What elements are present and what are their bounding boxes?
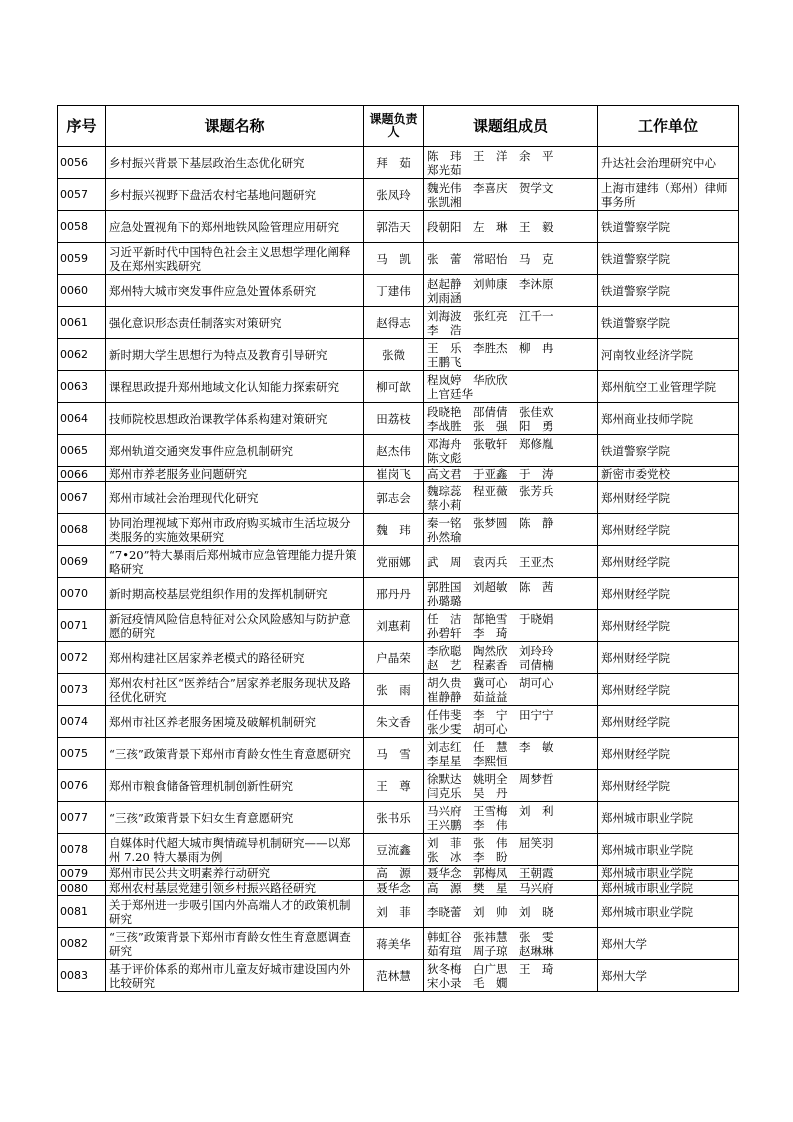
cell-members: 魏光伟 李喜庆 贺学文 张凯湘	[424, 179, 598, 211]
cell-unit: 郑州商业技师学院	[598, 403, 739, 435]
cell-leader: 聂华念	[364, 881, 424, 896]
table-row	[58, 371, 739, 403]
table-row	[58, 482, 739, 514]
cell-title: 课程思政提升郑州地域文化认知能力探索研究	[106, 371, 364, 403]
cell-title: 郑州农村社区“医养结合”居家养老服务现状及路径优化研究	[106, 674, 364, 706]
cell-leader: 赵得志	[364, 307, 424, 339]
cell-members: 刘 菲 张 伟 屈笑羽 张 冰 李 盼	[424, 834, 598, 866]
cell-title: 郑州构建社区居家养老模式的路径研究	[106, 642, 364, 674]
cell-no: 0068	[58, 514, 106, 546]
table-row	[58, 403, 739, 435]
cell-no: 0062	[58, 339, 106, 371]
table-row	[58, 339, 739, 371]
cell-leader: 张书乐	[364, 802, 424, 834]
table-row	[58, 896, 739, 928]
cell-members: 高文君 于亚鑫 于 涛	[424, 467, 598, 482]
cell-unit: 郑州财经学院	[598, 578, 739, 610]
cell-title: 新时期高校基层党组织作用的发挥机制研究	[106, 578, 364, 610]
cell-no: 0083	[58, 960, 106, 992]
cell-leader: 邢丹丹	[364, 578, 424, 610]
cell-members: 陈 玮 王 洋 余 平 郑光茹	[424, 147, 598, 179]
table-row	[58, 706, 739, 738]
table-row	[58, 674, 739, 706]
cell-unit: 郑州财经学院	[598, 642, 739, 674]
table-row	[58, 770, 739, 802]
cell-title: 强化意识形态责任制落实对策研究	[106, 307, 364, 339]
cell-title: 郑州市粮食储备管理机制创新性研究	[106, 770, 364, 802]
cell-leader: 豆流鑫	[364, 834, 424, 866]
cell-leader: 郭志会	[364, 482, 424, 514]
cell-no: 0079	[58, 866, 106, 881]
cell-members: 郭胜国 刘超敏 陈 茜 孙璐璐	[424, 578, 598, 610]
cell-members: 邓海舟 张敬轩 郑修胤 陈文彪	[424, 435, 598, 467]
table-row	[58, 928, 739, 960]
cell-no: 0075	[58, 738, 106, 770]
cell-no: 0058	[58, 211, 106, 243]
cell-title: 新时期大学生思想行为特点及教育引导研究	[106, 339, 364, 371]
cell-members: 刘志红 任 慧 李 敏 李星星 李熙恒	[424, 738, 598, 770]
cell-unit: 郑州财经学院	[598, 738, 739, 770]
cell-leader: 范林慧	[364, 960, 424, 992]
cell-title: 新冠疫情风险信息特征对公众风险感知与防护意愿的研究	[106, 610, 364, 642]
cell-members: 韩虹谷 张祎慧 张 雯 茹宥瑄 周子琼 赵琳琳	[424, 928, 598, 960]
cell-members: 武 周 袁丙兵 王亚杰	[424, 546, 598, 578]
cell-unit: 郑州大学	[598, 960, 739, 992]
cell-leader: 刘 菲	[364, 896, 424, 928]
cell-title: 郑州轨道交通突发事件应急机制研究	[106, 435, 364, 467]
cell-unit: 新密市委党校	[598, 467, 739, 482]
table-row	[58, 179, 739, 211]
cell-unit: 郑州财经学院	[598, 674, 739, 706]
cell-title: 郑州特大城市突发事件应急处置体系研究	[106, 275, 364, 307]
cell-leader: 赵杰伟	[364, 435, 424, 467]
cell-no: 0082	[58, 928, 106, 960]
cell-no: 0071	[58, 610, 106, 642]
cell-leader: 党丽娜	[364, 546, 424, 578]
cell-leader: 魏 玮	[364, 514, 424, 546]
cell-no: 0066	[58, 467, 106, 482]
cell-no: 0059	[58, 243, 106, 275]
cell-unit: 河南牧业经济学院	[598, 339, 739, 371]
cell-leader: 丁建伟	[364, 275, 424, 307]
cell-leader: 崔岗飞	[364, 467, 424, 482]
cell-no: 0069	[58, 546, 106, 578]
cell-title: “三孩”政策背景下郑州市育龄女性生育意愿研究	[106, 738, 364, 770]
cell-leader: 田荔枝	[364, 403, 424, 435]
cell-members: 段晓艳 邵倩倩 张佳欢 李战胜 张 强 阳 勇	[424, 403, 598, 435]
cell-leader: 马 凯	[364, 243, 424, 275]
cell-leader: 柳可歆	[364, 371, 424, 403]
cell-members: 张 蕾 常昭怡 马 克	[424, 243, 598, 275]
cell-unit: 铁道警察学院	[598, 211, 739, 243]
cell-no: 0080	[58, 881, 106, 896]
cell-members: 魏琮蕊 程亚薇 张芳兵 蔡小莉	[424, 482, 598, 514]
cell-title: 技师院校思想政治课教学体系构建对策研究	[106, 403, 364, 435]
cell-unit: 郑州城市职业学院	[598, 866, 739, 881]
cell-leader: 高 源	[364, 866, 424, 881]
cell-leader: 户晶荣	[364, 642, 424, 674]
cell-leader: 张微	[364, 339, 424, 371]
project-table-page	[57, 105, 738, 992]
cell-leader: 蒋美华	[364, 928, 424, 960]
cell-unit: 郑州财经学院	[598, 770, 739, 802]
cell-unit: 上海市建纬（郑州）律师事务所	[598, 179, 739, 211]
cell-title: “三孩”政策背景下妇女生育意愿研究	[106, 802, 364, 834]
cell-title: “三孩”政策背景下郑州市育龄女性生育意愿调查研究	[106, 928, 364, 960]
cell-unit: 郑州财经学院	[598, 546, 739, 578]
cell-title: 乡村振兴视野下盘活农村宅基地问题研究	[106, 179, 364, 211]
cell-leader: 张凤玲	[364, 179, 424, 211]
table-row	[58, 610, 739, 642]
cell-title: 郑州市域社会治理现代化研究	[106, 482, 364, 514]
cell-members: 李晓蕾 刘 帅 刘 晓	[424, 896, 598, 928]
cell-no: 0057	[58, 179, 106, 211]
cell-no: 0067	[58, 482, 106, 514]
cell-leader: 张 雨	[364, 674, 424, 706]
cell-unit: 升达社会治理研究中心	[598, 147, 739, 179]
cell-unit: 郑州财经学院	[598, 482, 739, 514]
header-title: 课题名称	[106, 106, 364, 147]
cell-title: 郑州市社区养老服务困境及破解机制研究	[106, 706, 364, 738]
header-unit: 工作单位	[598, 106, 739, 147]
cell-unit: 郑州大学	[598, 928, 739, 960]
cell-members: 王 乐 李胜杰 柳 冉 王鹏飞	[424, 339, 598, 371]
table-row	[58, 243, 739, 275]
cell-title: 郑州农村基层党建引领乡村振兴路径研究	[106, 881, 364, 896]
cell-title: 基于评价体系的郑州市儿童友好城市建设国内外比较研究	[106, 960, 364, 992]
cell-leader: 朱文香	[364, 706, 424, 738]
cell-title: 关于郑州进一步吸引国内外高端人才的政策机制研究	[106, 896, 364, 928]
table-row	[58, 546, 739, 578]
header-no: 序号	[58, 106, 106, 147]
table-row	[58, 881, 739, 896]
cell-title: 协同治理视域下郑州市政府购买城市生活垃圾分类服务的实施效果研究	[106, 514, 364, 546]
cell-unit: 铁道警察学院	[598, 307, 739, 339]
table-body	[58, 147, 739, 992]
table-row	[58, 960, 739, 992]
cell-leader: 刘惠莉	[364, 610, 424, 642]
table-row	[58, 578, 739, 610]
cell-no: 0074	[58, 706, 106, 738]
table-row	[58, 514, 739, 546]
cell-no: 0063	[58, 371, 106, 403]
cell-no: 0061	[58, 307, 106, 339]
cell-members: 段朝阳 左 琳 王 毅	[424, 211, 598, 243]
cell-unit: 郑州城市职业学院	[598, 802, 739, 834]
header-members: 课题组成员	[424, 106, 598, 147]
cell-no: 0081	[58, 896, 106, 928]
cell-unit: 郑州城市职业学院	[598, 834, 739, 866]
cell-no: 0056	[58, 147, 106, 179]
table-row	[58, 834, 739, 866]
cell-unit: 郑州城市职业学院	[598, 881, 739, 896]
table-row	[58, 275, 739, 307]
cell-unit: 郑州城市职业学院	[598, 896, 739, 928]
cell-no: 0070	[58, 578, 106, 610]
cell-members: 刘海波 张红亮 江千一 李 浩	[424, 307, 598, 339]
cell-members: 狄冬梅 白广思 王 琦 宋小录 毛 嫺	[424, 960, 598, 992]
cell-members: 程岚婷 华欣欣 上官廷华	[424, 371, 598, 403]
table-row	[58, 435, 739, 467]
cell-members: 任伟斐 李 宁 田宁宁 张少雯 胡可心	[424, 706, 598, 738]
table-row	[58, 642, 739, 674]
table-row	[58, 211, 739, 243]
table-row	[58, 802, 739, 834]
cell-unit: 铁道警察学院	[598, 435, 739, 467]
cell-title: “7•20”特大暴雨后郑州城市应急管理能力提升策略研究	[106, 546, 364, 578]
table-header-row	[58, 106, 739, 147]
cell-no: 0077	[58, 802, 106, 834]
cell-title: 习近平新时代中国特色社会主义思想学理化阐释及在郑州实践研究	[106, 243, 364, 275]
header-leader: 课题负责人	[364, 106, 424, 147]
cell-no: 0078	[58, 834, 106, 866]
cell-unit: 郑州财经学院	[598, 514, 739, 546]
cell-no: 0073	[58, 674, 106, 706]
table-row	[58, 866, 739, 881]
cell-unit: 郑州航空工业管理学院	[598, 371, 739, 403]
cell-leader: 拜 茹	[364, 147, 424, 179]
cell-members: 秦一铭 张梦圆 陈 静 孙然瑜	[424, 514, 598, 546]
cell-unit: 铁道警察学院	[598, 243, 739, 275]
cell-title: 应急处置视角下的郑州地铁风险管理应用研究	[106, 211, 364, 243]
cell-members: 聂华念 郭梅凤 王朝霞	[424, 866, 598, 881]
cell-unit: 郑州财经学院	[598, 706, 739, 738]
cell-members: 赵起静 刘帅康 李沐原 刘雨涵	[424, 275, 598, 307]
table-row	[58, 147, 739, 179]
cell-unit: 郑州财经学院	[598, 610, 739, 642]
cell-members: 李欣聪 陶然欣 刘玲玲 赵 艺 程素香 司倩楠	[424, 642, 598, 674]
project-table	[57, 105, 739, 992]
table-row	[58, 467, 739, 482]
cell-no: 0076	[58, 770, 106, 802]
cell-no: 0072	[58, 642, 106, 674]
table-row	[58, 307, 739, 339]
cell-leader: 王 尊	[364, 770, 424, 802]
cell-title: 郑州市养老服务业问题研究	[106, 467, 364, 482]
cell-members: 徐默达 姚明全 周梦哲 闫克乐 吴 丹	[424, 770, 598, 802]
cell-members: 马兴府 王雪梅 刘 利 王兴鹏 李 伟	[424, 802, 598, 834]
cell-title: 自媒体时代超大城市舆情疏导机制研究——以郑州 7.20 特大暴雨为例	[106, 834, 364, 866]
cell-no: 0065	[58, 435, 106, 467]
cell-leader: 马 雪	[364, 738, 424, 770]
cell-title: 乡村振兴背景下基层政治生态优化研究	[106, 147, 364, 179]
cell-members: 高 源 樊 星 马兴府	[424, 881, 598, 896]
cell-leader: 郭浩天	[364, 211, 424, 243]
cell-no: 0060	[58, 275, 106, 307]
cell-members: 任 洁 郜艳雪 于晓娟 孙碧轩 李 琦	[424, 610, 598, 642]
cell-unit: 铁道警察学院	[598, 275, 739, 307]
cell-members: 胡久贵 冀可心 胡可心 崔静静 茹益益	[424, 674, 598, 706]
cell-no: 0064	[58, 403, 106, 435]
cell-title: 郑州市民公共文明素养行动研究	[106, 866, 364, 881]
table-row	[58, 738, 739, 770]
